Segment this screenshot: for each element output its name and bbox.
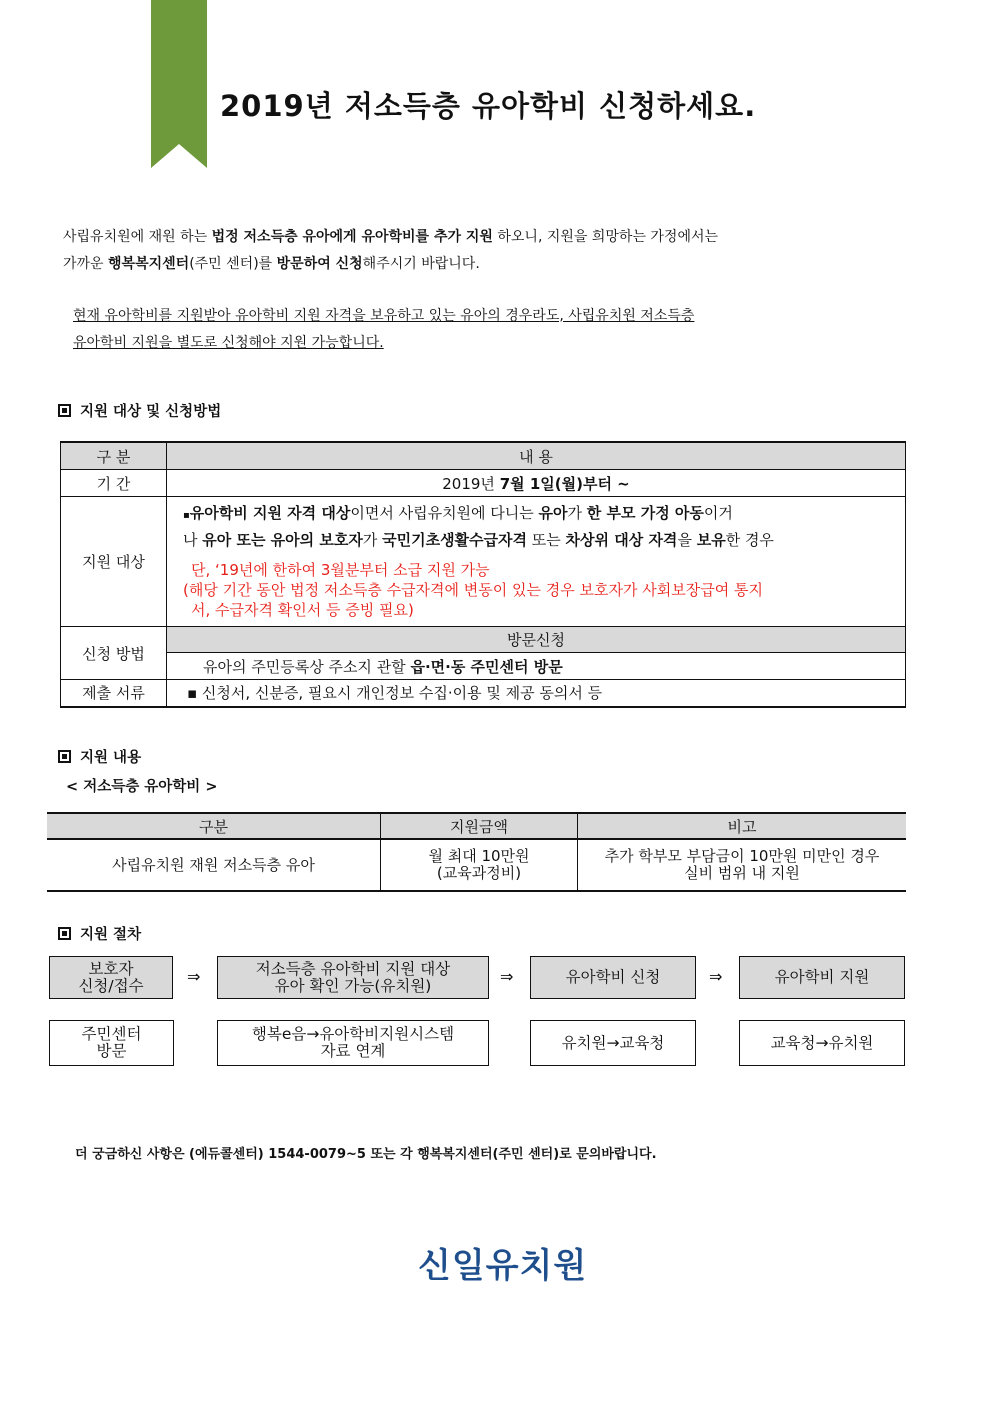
procedure-step-1: 보호자 신청/접수 (49, 956, 173, 999)
section-heading-procedure: 지원 절차 (58, 923, 141, 944)
intro-line-1: 사립유치원에 재원 하는 법정 저소득층 유아에게 유아학비를 추가 지원 하오니, 지원을 희망하는 가정에서는 (63, 229, 719, 245)
arrow-icon: ⇒ (500, 967, 514, 986)
square-bullet-icon (58, 750, 71, 763)
notice-line-2: 유아학비 지원을 별도로 신청해야 지원 가능합니다. (73, 335, 384, 351)
target-note-1: 단, ‘19년에 한하여 3월분부터 소급 지원 가능 (191, 561, 490, 579)
procedure-sub-3: 유치원→교육청 (530, 1020, 696, 1066)
procedure-sub-4: 교육청→유치원 (739, 1020, 905, 1066)
docs-content: ▪ 신청서, 신분증, 필요시 개인정보 수집·이용 및 제공 동의서 등 (167, 680, 906, 707)
section-heading-content: 지원 내용 (58, 746, 141, 767)
table-head-category: 구 분 (61, 442, 167, 470)
intro-line-2: 가까운 행복복지센터(주민 센터)를 방문하여 신청해주시기 바랍니다. (63, 256, 480, 272)
docs-label: 제출 서류 (61, 680, 167, 707)
apply-label: 신청 방법 (61, 627, 167, 680)
procedure-step-2: 저소득층 유아학비 지원 대상 유아 확인 가능(유치원) (217, 956, 489, 999)
support-row-note: 추가 학부모 부담금이 10만원 미만인 경우 실비 범위 내 지원 (578, 839, 907, 891)
period-label: 기 간 (61, 470, 167, 497)
apply-content: 유아의 주민등록상 주소지 관할 읍·면·동 주민센터 방문 (167, 653, 906, 680)
period-value: 2019년 7월 1일(월)부터 ~ (167, 470, 906, 497)
support-table (47, 812, 906, 892)
target-line-2: 나 유아 또는 유아의 보호자가 국민기초생활수급자격 또는 차상위 대상 자격을 보유한 경우 (183, 531, 774, 549)
section2-subheading: < 저소득층 유아학비 > (66, 779, 218, 795)
target-table (60, 441, 906, 708)
page-title: 2019년 저소득층 유아학비 신청하세요. (220, 89, 757, 123)
target-note-3: 서, 수급자격 확인서 등 증빙 필요) (191, 601, 414, 619)
footer-contact: 더 궁금하신 사항은 (에듀콜센터) 1544-0079~5 또는 각 행복복지센터(주민 센터)로 문의바랍니다. (75, 1147, 657, 1162)
target-note-2: (해당 기간 동안 법정 저소득층 수급자격에 변동이 있는 경우 보호자가 사회보장급여 통지 (183, 581, 763, 599)
table-head-content: 내 용 (167, 442, 906, 470)
procedure-sub-2: 행복e음→유아학비지원시스템 자료 연계 (217, 1020, 489, 1066)
target-line-1: ▪유아학비 지원 자격 대상이면서 사립유치원에 다니는 유아가 한 부모 가정 아동이거 (183, 504, 733, 522)
square-bullet-icon (58, 404, 71, 417)
square-bullet-icon (58, 927, 71, 940)
section-heading-target: 지원 대상 및 신청방법 (58, 400, 221, 421)
support-head-note: 비고 (578, 813, 907, 839)
procedure-sub-1: 주민센터 방문 (49, 1020, 174, 1066)
support-head-category: 구분 (47, 813, 381, 839)
support-row-amount: 월 최대 10만원 (교육과정비) (381, 839, 578, 891)
support-head-amount: 지원금액 (381, 813, 578, 839)
arrow-icon: ⇒ (709, 967, 723, 986)
ribbon-bookmark (151, 0, 207, 168)
arrow-icon: ⇒ (187, 967, 201, 986)
notice-line-1: 현재 유아학비를 지원받아 유아학비 지원 자격을 보유하고 있는 유아의 경우라도, 사립유치원 저소득층 (73, 308, 695, 324)
target-content (167, 497, 906, 627)
kindergarten-logo: 신일유치원 (418, 1246, 588, 1286)
procedure-step-3: 유아학비 신청 (530, 956, 696, 999)
target-label: 지원 대상 (61, 497, 167, 627)
apply-head: 방문신청 (167, 627, 906, 653)
procedure-step-4: 유아학비 지원 (739, 956, 905, 999)
support-row-target: 사립유치원 재원 저소득층 유아 (47, 839, 381, 891)
